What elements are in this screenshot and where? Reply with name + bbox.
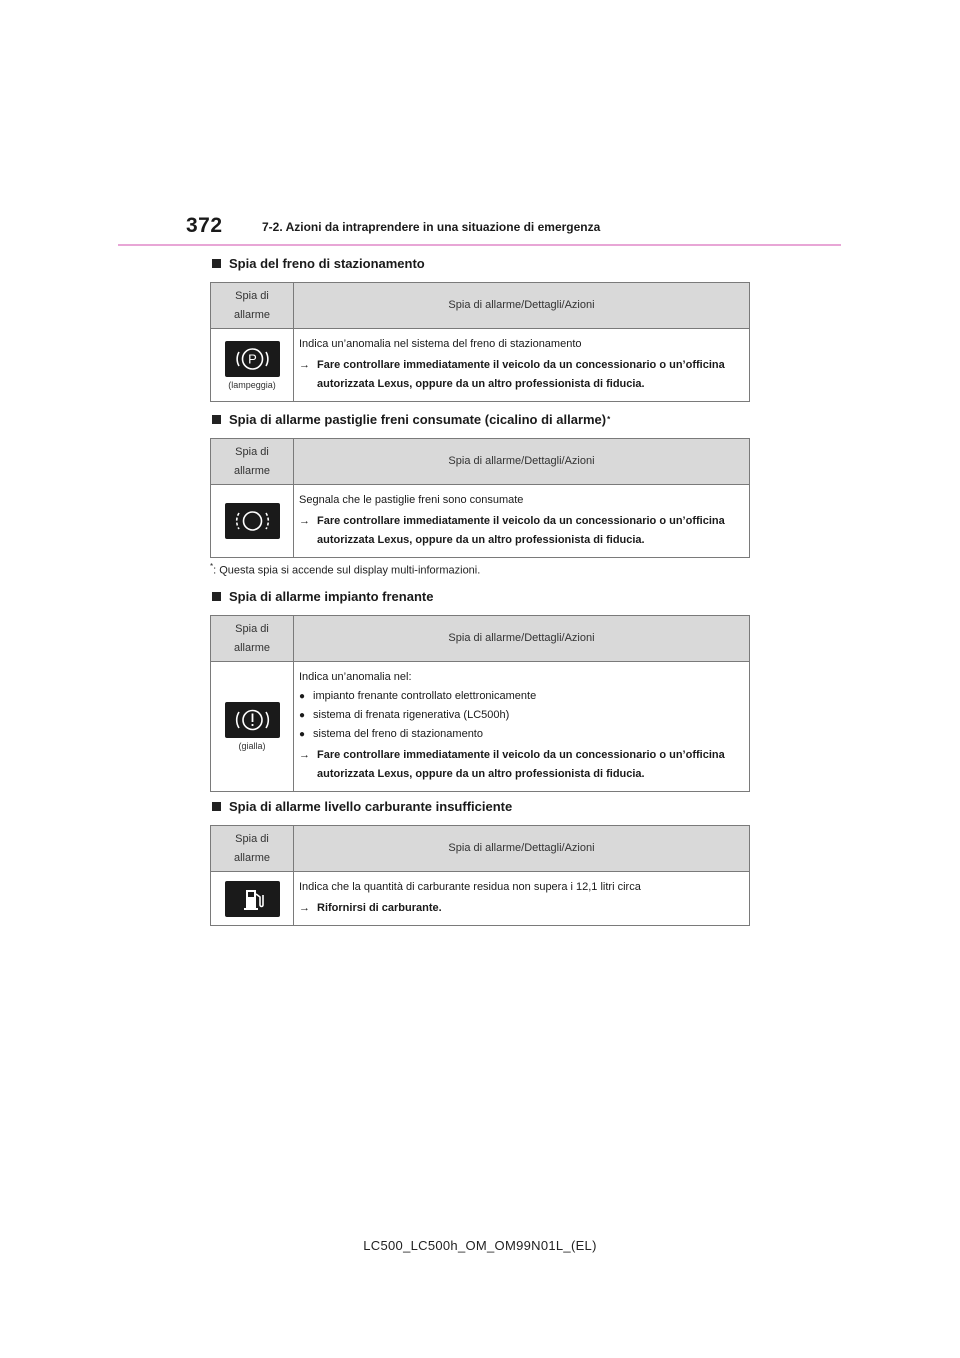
table-header-row (211, 826, 750, 872)
bullet-dot-icon: ● (299, 710, 306, 721)
list-item-text: sistema di frenata rigenerativa (LC500h) (313, 709, 510, 721)
section-heading-parking-brake (212, 256, 425, 271)
action-text: Rifornirsi di carburante. (317, 902, 442, 914)
arrow-icon: → (299, 902, 310, 914)
warning-table-fuel (210, 825, 750, 926)
section-title: Spia del freno di stazionamento (229, 256, 425, 271)
table-header-row (211, 439, 750, 485)
action (299, 899, 743, 918)
action (299, 356, 743, 394)
square-bullet-icon (212, 802, 221, 811)
section-heading-brake-system (212, 589, 433, 604)
arrow-icon: → (299, 515, 310, 527)
section-heading-fuel (212, 799, 512, 814)
table-row (211, 662, 750, 792)
header-col-light: Spia di allarme (211, 826, 294, 872)
description: Segnala che le pastiglie freni sono consumate (299, 494, 524, 506)
icon-caption: (lampeggia) (228, 379, 276, 390)
bullet-dot-icon: ● (299, 691, 306, 702)
icon-cell (211, 872, 294, 926)
action-text: Fare controllare immediatamente il veicolo da un concessionario o un’officina autorizzata Lexus, oppure da un altro professionista di fiducia. (317, 359, 725, 390)
description: Indica che la quantità di carburante residua non supera i 12,1 litri circa (299, 881, 641, 893)
warning-table-brake-pad (210, 438, 750, 558)
footnote-marker: * (607, 415, 611, 424)
table-row (211, 485, 750, 558)
action-text: Fare controllare immediatamente il veicolo da un concessionario o un’officina autorizzata Lexus, oppure da un altro professionista di fiducia. (317, 749, 725, 780)
details-cell (294, 329, 750, 402)
list-item-text: sistema del freno di stazionamento (313, 728, 483, 740)
icon-cell (211, 485, 294, 558)
section-title: Spia di allarme impianto frenante (229, 589, 434, 604)
details-cell (294, 872, 750, 926)
arrow-icon: → (299, 749, 310, 761)
square-bullet-icon (212, 259, 221, 268)
header-col-details: Spia di allarme/Dettagli/Azioni (294, 439, 750, 485)
square-bullet-icon (212, 415, 221, 424)
header-col-details: Spia di allarme/Dettagli/Azioni (294, 826, 750, 872)
table-header-row (211, 283, 750, 329)
description: Indica un’anomalia nel sistema del freno di stazionamento (299, 338, 582, 350)
details-cell (294, 485, 750, 558)
chapter-title: 7-2. Azioni da intraprendere in una situazione di emergenza (262, 220, 601, 234)
section-title: Spia di allarme pastiglie freni consumate (cicalino di allarme) (229, 412, 607, 427)
parking-brake-icon (225, 341, 280, 377)
brake-pad-wear-icon (225, 503, 280, 539)
icon-cell (211, 329, 294, 402)
header-col-details: Spia di allarme/Dettagli/Azioni (294, 616, 750, 662)
section-heading-brake-pad (212, 412, 610, 427)
brake-system-warning-icon (225, 702, 280, 738)
square-bullet-icon (212, 592, 221, 601)
bullet-dot-icon: ● (299, 729, 306, 740)
page-number: 372 (186, 214, 223, 237)
action (299, 746, 743, 784)
header-rule (118, 244, 841, 246)
icon-caption: (gialla) (238, 741, 266, 751)
fuel-pump-icon (225, 881, 280, 917)
list-item (299, 706, 743, 725)
section-title: Spia di allarme livello carburante insufficiente (229, 799, 513, 814)
footnote-marker: * (210, 562, 214, 571)
arrow-icon: → (299, 359, 310, 371)
header-col-light: Spia di allarme (211, 283, 294, 329)
header-col-light: Spia di allarme (211, 439, 294, 485)
table-header-row (211, 616, 750, 662)
list-item (299, 687, 743, 706)
details-cell (294, 662, 750, 792)
action-text: Fare controllare immediatamente il veicolo da un concessionario o un’officina autorizzata Lexus, oppure da un altro professionista di fiducia. (317, 515, 725, 546)
header-col-details: Spia di allarme/Dettagli/Azioni (294, 283, 750, 329)
icon-cell (211, 662, 294, 792)
document-code: LC500_LC500h_OM_OM99N01L_(EL) (363, 1238, 597, 1253)
table-row (211, 329, 750, 402)
footnote-text: : Questa spia si accende sul display multi-informazioni. (213, 564, 481, 577)
warning-table-parking-brake (210, 282, 750, 402)
list-item (299, 725, 743, 744)
warning-table-brake-system (210, 615, 750, 792)
table-row (211, 872, 750, 926)
footnote (210, 562, 480, 577)
list-item-text: impianto frenante controllato elettronicamente (313, 690, 537, 702)
action (299, 512, 743, 550)
svg-text:P: P (247, 351, 257, 366)
description: Indica un’anomalia nel: (299, 671, 412, 683)
header-col-light: Spia di allarme (211, 616, 294, 662)
